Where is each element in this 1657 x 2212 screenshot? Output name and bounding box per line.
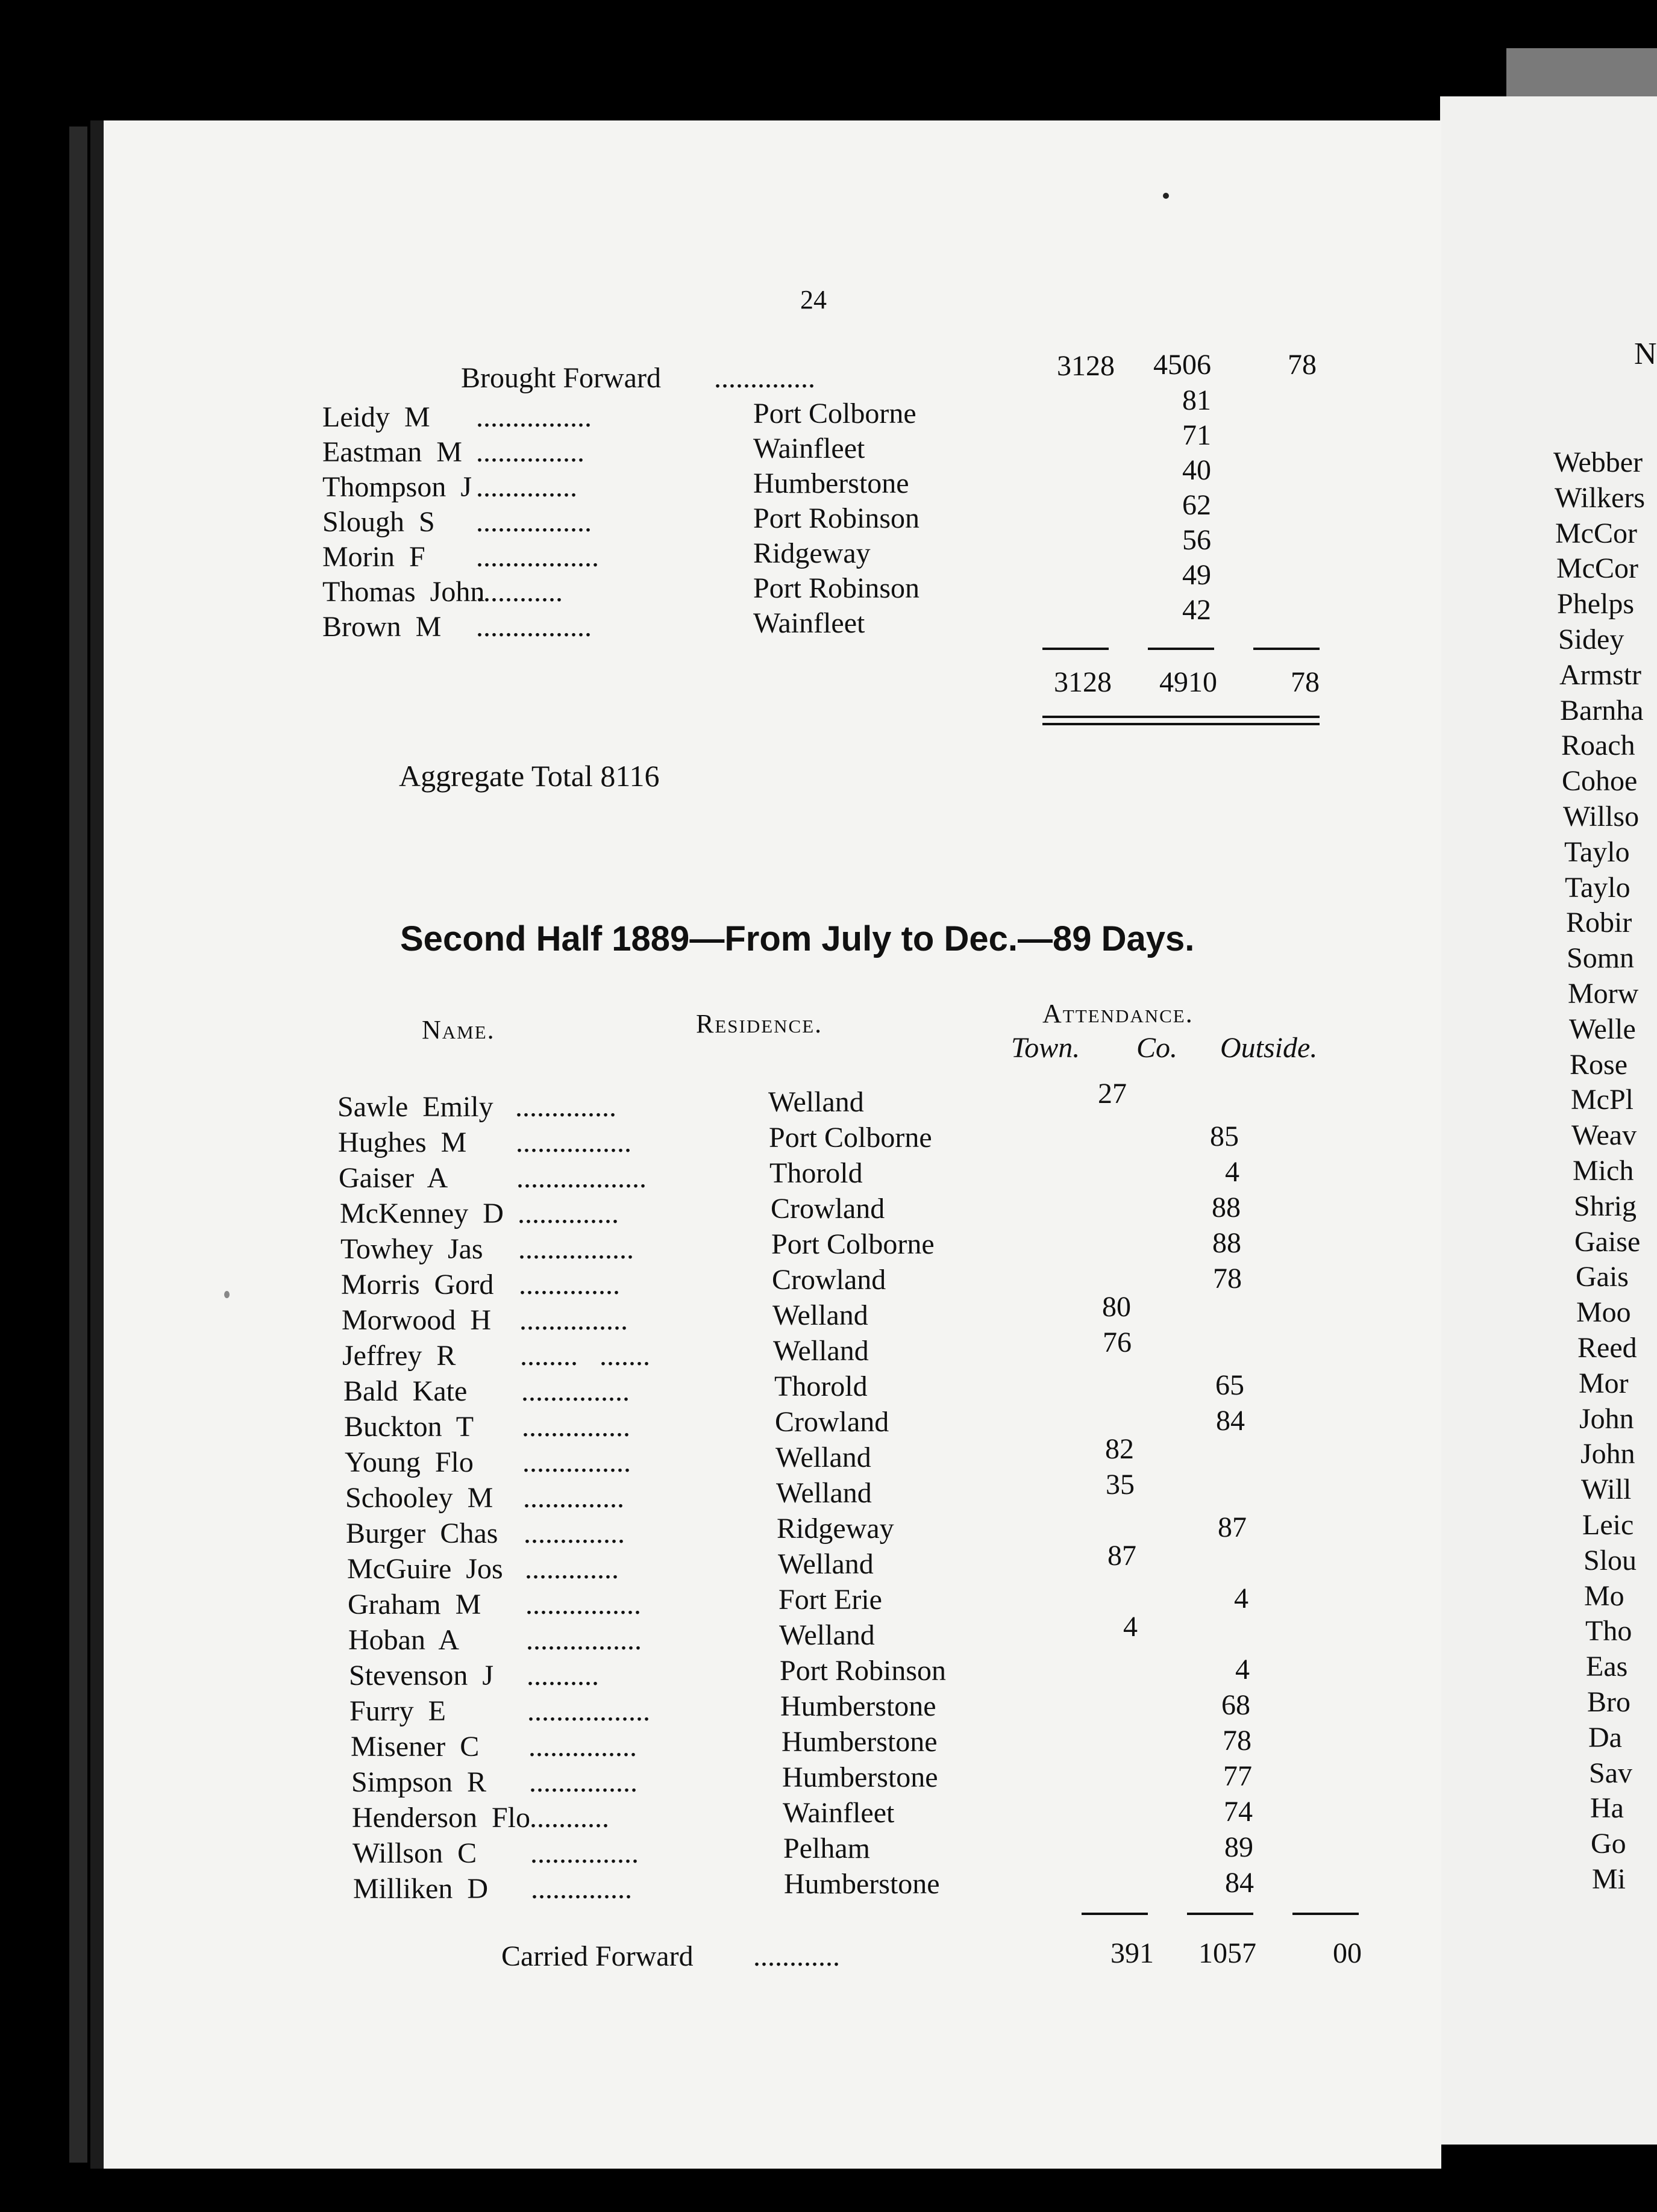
total-outside: 78	[1291, 666, 1320, 698]
entry-residence: Humberstone	[780, 1690, 936, 1722]
leader-dots: ..............	[714, 362, 815, 394]
brought-forward-outside: 78	[1288, 349, 1317, 381]
leader-dots: ..............	[519, 1269, 620, 1301]
leader-dots: ........ .......	[520, 1340, 650, 1372]
entry-residence: Port Colborne	[753, 398, 916, 430]
entry-residence: Crowland	[772, 1264, 886, 1296]
leader-dots: ................	[516, 1126, 631, 1158]
right-page-name: Rose	[1570, 1048, 1627, 1081]
entry-residence: Welland	[773, 1335, 869, 1367]
leader-dots: ...............	[522, 1411, 630, 1443]
entry-name: Schooley M	[345, 1482, 493, 1514]
entry-co: 89	[1224, 1831, 1253, 1863]
entry-name: Morin F	[322, 541, 425, 573]
right-page-name: Taylo	[1564, 836, 1630, 868]
column-header-name: Name.	[422, 1015, 495, 1045]
entry-co: 62	[1182, 489, 1211, 521]
entry-residence: Port Colborne	[771, 1228, 935, 1260]
leader-dots: ..............	[523, 1482, 624, 1514]
right-page-name: Ha	[1590, 1792, 1624, 1825]
subtotal-rule	[1292, 1913, 1359, 1915]
entry-name: Henderson Flo	[352, 1802, 530, 1834]
section-heading: Second Half 1889—From July to Dec.—89 Days.	[400, 919, 1195, 958]
entry-name: Willson C	[352, 1837, 477, 1869]
column-header-town: Town.	[1011, 1032, 1080, 1064]
right-page-name: Wilkers	[1555, 481, 1646, 514]
right-page-name: Eas	[1586, 1651, 1628, 1683]
column-header-residence: Residence.	[696, 1009, 823, 1039]
column-header-attendance: Attendance.	[1042, 999, 1194, 1028]
entry-co: 88	[1212, 1227, 1241, 1259]
carried-forward-outside: 00	[1333, 1937, 1362, 1969]
entry-co: 4	[1225, 1156, 1239, 1188]
right-page-name: John	[1580, 1438, 1635, 1470]
right-page-name: Robir	[1566, 907, 1632, 939]
entry-name: Misener C	[351, 1731, 480, 1763]
entry-name: McGuire Jos	[347, 1553, 503, 1585]
entry-town: 4	[1123, 1611, 1138, 1643]
subtotal-rule	[1082, 1913, 1148, 1915]
right-page-name: Morw	[1568, 978, 1639, 1010]
entry-name: Towhey Jas	[340, 1233, 483, 1265]
brought-forward-town: 3128	[1057, 350, 1115, 382]
subtotal-rule	[1253, 648, 1320, 650]
right-page-name: Welle	[1569, 1013, 1636, 1045]
total-town: 3128	[1054, 666, 1112, 698]
right-page-name: Mich	[1573, 1155, 1634, 1187]
leader-dots: ................	[476, 506, 592, 538]
entry-residence: Wainfleet	[783, 1797, 895, 1829]
entry-town: 82	[1105, 1433, 1134, 1465]
entry-co: 78	[1223, 1725, 1251, 1757]
right-page-header: N	[1634, 337, 1657, 371]
entry-name: Hoban A	[348, 1624, 459, 1656]
right-page-name: Reed	[1577, 1332, 1637, 1364]
right-page-name: Roach	[1561, 730, 1635, 762]
entry-co: 4	[1234, 1582, 1248, 1614]
carried-forward-town: 391	[1110, 1937, 1154, 1969]
leader-dots: ..............	[524, 1517, 625, 1549]
entry-residence: Port Robinson	[753, 572, 920, 604]
leader-dots: ............	[476, 576, 563, 608]
leader-dots: ..............	[476, 471, 577, 503]
column-header-outside: Outside.	[1220, 1032, 1318, 1064]
entry-residence: Welland	[778, 1548, 874, 1580]
entry-residence: Ridgeway	[753, 537, 871, 569]
entry-co: 71	[1182, 419, 1211, 451]
entry-name: Graham M	[348, 1589, 481, 1620]
entry-residence: Welland	[775, 1442, 871, 1473]
entry-co: 65	[1215, 1369, 1244, 1401]
entry-residence: Port Colborne	[769, 1122, 932, 1154]
entry-name: Morwood H	[342, 1304, 491, 1336]
entry-name: Furry E	[349, 1695, 446, 1727]
right-page-name: Sidey	[1558, 623, 1624, 655]
entry-town: 76	[1103, 1326, 1132, 1358]
right-page-name: Armstr	[1559, 658, 1641, 691]
entry-co: 77	[1223, 1760, 1252, 1792]
entry-residence: Humberstone	[782, 1726, 938, 1758]
double-rule	[1042, 716, 1320, 718]
leader-dots: ..................	[516, 1162, 647, 1194]
entry-name: Eastman M	[322, 436, 462, 468]
leader-dots: ................	[476, 401, 592, 433]
right-page-name: Gaise	[1574, 1225, 1641, 1258]
leader-dots: ................	[476, 611, 592, 643]
right-page-name: McPl	[1571, 1084, 1634, 1116]
right-page-name: Mi	[1592, 1863, 1626, 1895]
entry-co: 88	[1212, 1192, 1241, 1223]
right-page-name: Mo	[1584, 1579, 1624, 1612]
aggregate-total: Aggregate Total 8116	[399, 759, 660, 793]
leader-dots: ...............	[522, 1446, 631, 1478]
right-page-name: Slou	[1583, 1544, 1637, 1576]
leader-dots: ................	[525, 1589, 641, 1620]
entry-town: 35	[1106, 1469, 1135, 1501]
entry-co: 81	[1182, 384, 1211, 416]
entry-co: 56	[1182, 524, 1211, 556]
entry-town: 27	[1098, 1078, 1127, 1110]
right-page-name: Somn	[1567, 942, 1635, 975]
entry-name: Thomas John	[322, 576, 485, 608]
right-page-name: Bro	[1587, 1686, 1630, 1718]
right-page-name: Shrig	[1574, 1190, 1637, 1222]
leader-dots: ...............	[476, 436, 584, 468]
right-page-name: Willso	[1563, 801, 1640, 833]
entry-residence: Fort Erie	[778, 1584, 882, 1616]
entry-name: Buckton T	[344, 1411, 474, 1443]
entry-residence: Thorold	[774, 1370, 868, 1402]
entry-residence: Welland	[768, 1086, 864, 1118]
entry-name: Simpson R	[351, 1766, 487, 1798]
entry-co: 4	[1235, 1654, 1250, 1686]
entry-name: Slough S	[322, 506, 435, 538]
entry-name: Jeffrey R	[342, 1340, 456, 1372]
entry-town: 80	[1102, 1291, 1131, 1323]
right-page-name: Mor	[1579, 1367, 1629, 1399]
entry-name: Bald Kate	[343, 1375, 468, 1407]
entry-name: Milliken D	[353, 1873, 488, 1905]
total-co: 4910	[1159, 666, 1217, 698]
right-page-name: Barnha	[1560, 694, 1644, 726]
leader-dots: ................	[518, 1233, 634, 1265]
entry-name: Burger Chas	[346, 1517, 498, 1549]
entry-name: Leidy M	[322, 401, 430, 433]
adjacent-page-strip	[1506, 48, 1657, 102]
right-page-name: Tho	[1585, 1615, 1632, 1648]
brought-forward-co: 4506	[1153, 349, 1211, 381]
double-rule	[1042, 723, 1320, 725]
right-page-name: Da	[1588, 1721, 1622, 1754]
entry-residence: Wainfleet	[753, 433, 865, 464]
entry-residence: Humberstone	[782, 1761, 938, 1793]
entry-town: 87	[1107, 1540, 1136, 1572]
leader-dots: .................	[476, 541, 599, 573]
ink-dot	[1163, 193, 1169, 199]
carried-forward-label: Carried Forward	[501, 1940, 694, 1972]
entry-residence: Port Robinson	[780, 1655, 947, 1687]
entry-name: Thompson J	[322, 471, 472, 503]
entry-residence: Welland	[776, 1477, 872, 1509]
entry-co: 84	[1225, 1867, 1254, 1899]
right-page-name: McCor	[1556, 552, 1638, 585]
column-header-co: Co.	[1136, 1032, 1178, 1064]
brought-forward-label: Brought Forward	[461, 362, 661, 394]
entry-co: 49	[1182, 559, 1211, 591]
right-page-name: Gais	[1576, 1261, 1629, 1293]
leader-dots: ............	[753, 1940, 840, 1972]
right-page-name: Go	[1591, 1828, 1626, 1860]
entry-name: Brown M	[322, 611, 442, 643]
entry-name: Young Flo	[345, 1446, 474, 1478]
subtotal-rule	[1187, 1913, 1253, 1915]
entry-residence: Crowland	[771, 1193, 885, 1225]
entry-co: 42	[1182, 594, 1211, 626]
entry-co: 40	[1182, 454, 1211, 486]
right-page-name: McCor	[1555, 517, 1637, 549]
entry-residence: Humberstone	[753, 467, 909, 499]
entry-co: 74	[1224, 1796, 1253, 1828]
entry-co: 84	[1216, 1405, 1245, 1437]
ink-dot	[224, 1291, 230, 1298]
leader-dots: .............	[525, 1553, 619, 1585]
entry-residence: Ridgeway	[777, 1513, 894, 1545]
entry-name: Gaiser A	[339, 1162, 448, 1194]
entry-co: 87	[1218, 1511, 1247, 1543]
leader-dots: .................	[527, 1695, 650, 1727]
leader-dots: ...............	[529, 1766, 637, 1798]
leader-dots: ..............	[515, 1091, 616, 1123]
leader-dots: ...........	[530, 1802, 609, 1834]
right-page-name: Will	[1581, 1473, 1632, 1506]
right-page-name: Leic	[1582, 1509, 1634, 1541]
entry-residence: Welland	[779, 1619, 875, 1651]
right-page-name: John	[1579, 1402, 1634, 1435]
entry-residence: Port Robinson	[753, 502, 920, 534]
right-page-name: Taylo	[1565, 871, 1630, 904]
entry-residence: Pelham	[783, 1832, 870, 1864]
right-page-name: Phelps	[1557, 588, 1635, 620]
entry-residence: Welland	[772, 1299, 868, 1331]
leader-dots: ..............	[518, 1198, 619, 1229]
right-page-name: Sav	[1589, 1757, 1632, 1789]
leader-dots: ...............	[521, 1375, 630, 1407]
entry-name: Hughes M	[338, 1126, 467, 1158]
subtotal-rule	[1148, 648, 1214, 650]
leader-dots: ...............	[530, 1837, 639, 1869]
leader-dots: ................	[526, 1624, 642, 1656]
entry-name: Sawle Emily	[337, 1091, 493, 1123]
subtotal-rule	[1042, 648, 1109, 650]
entry-residence: Crowland	[775, 1406, 889, 1438]
entry-residence: Wainfleet	[753, 607, 865, 639]
carried-forward-co: 1057	[1198, 1937, 1256, 1969]
entry-co: 68	[1221, 1689, 1250, 1721]
right-page-name: Weav	[1571, 1119, 1637, 1152]
entry-name: McKenney D	[340, 1198, 504, 1229]
entry-co: 78	[1213, 1263, 1242, 1295]
entry-name: Stevenson J	[349, 1660, 493, 1692]
right-page-name: Webber	[1553, 446, 1643, 478]
leader-dots: ...............	[519, 1304, 628, 1336]
page-number: 24	[800, 285, 827, 314]
entry-residence: Thorold	[769, 1157, 863, 1189]
leader-dots: ...............	[528, 1731, 637, 1763]
page-edge	[69, 127, 87, 2163]
entry-name: Morris Gord	[341, 1269, 494, 1301]
leader-dots: ..............	[531, 1873, 632, 1905]
entry-residence: Humberstone	[784, 1868, 940, 1900]
right-page-name: Moo	[1576, 1296, 1631, 1329]
entry-co: 85	[1210, 1120, 1239, 1152]
leader-dots: ..........	[527, 1660, 599, 1692]
right-page-name: Cohoe	[1562, 765, 1638, 798]
